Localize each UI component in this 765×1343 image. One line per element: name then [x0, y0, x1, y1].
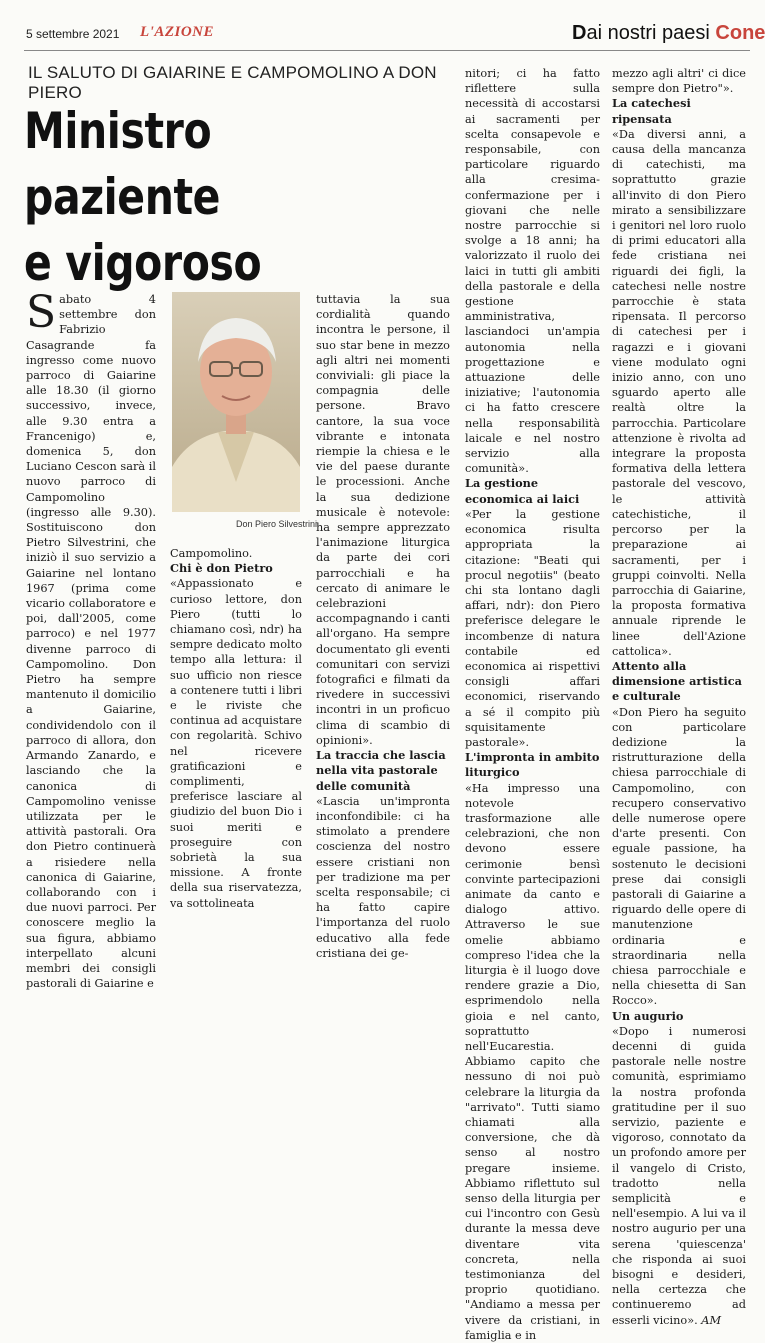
section-title-initial: D: [572, 22, 587, 44]
column-5-paragraph-1: mezzo agli altri' ci dice sempre don Pietro"».: [612, 67, 746, 96]
subheading-dimensione-artistica: Attento alla dimensione artistica e culturale: [612, 658, 742, 704]
column-5-paragraph-4-text: «Dopo i numerosi decenni di guida pastorale nelle nostre comunità, esprimiamo la nostra profonda gratitudine per il suo servizio, paziente e vigoroso, connotato da un profondo amore per il vangelo di Cristo, tradotto nella semplicità e nell'esempio. A lui va il nostro augurio per una serena 'quiescenza' che risponda ai suoi bisogni e desideri, nella certezza che continueremo ad esserli vicino».: [612, 1024, 746, 1327]
subheading-catechesi: La catechesi ripensata: [612, 96, 691, 126]
article-column-2: [170, 546, 302, 911]
photo-caption: Don Piero Silvestrini: [236, 519, 318, 529]
column-2-paragraph-2: «Appassionato e curioso lettore, don Piero (tutti lo chiamano così, ndr) ha sempre dedicato molto tempo alla lettura: il suo ufficio non riesce a contenere tutti i libri e le riviste che continua ad acquistare con regolarità. Schivo nel ricevere gratificazioni e complimenti, preferisce lasciare al giudizio del buon Dio i suoi meriti e proseguire con sobrietà la sua missione. A fronte della sua riservatezza, va sottolineata: [170, 577, 302, 910]
subheading-traccia-vita-pastorale: La traccia che lascia nella vita pastorale delle comunità: [316, 748, 446, 793]
newspaper-logo: L'AZIONE: [140, 24, 215, 40]
issue-date: 5 settembre 2021: [26, 27, 120, 41]
article-title: [24, 98, 385, 296]
column-5-paragraph-3: «Don Piero ha seguito con particolare dedizione la ristrutturazione della chiesa parrocchiale di Campomolino, con recupero conservativo delle numerose opere d'arte presenti. Con eguale passione, ha sostenuto le decisioni prese dai consigli pastorali di Gaiarine a riguardo delle opere di manutenzione ordinaria e straordinaria nella chiesa parrocchiale e nella chiesetta di San Rocco».: [612, 705, 746, 1008]
column-3-paragraph-1: tuttavia la sua cordialità quando incontra le persone, il suo star bene in mezzo agli altri nei momenti conviviali: gli piace la compagnia delle persone. Bravo cantore, la sua voce vibrante e intonata riempie la chiesa e le vie del paese durante le processioni. Anche la sua dedizione musicale è notevole: ha sempre apprezzato l'animazione liturgica da parte dei cori parrocchiali e ha cercato di animare le celebrazioni accompagnando i canti all'organo. Ha sempre documentato gli eventi comunitari con servizi fotografici e filmati da rivedere in successivi incontri in un proficuo clima di scambio di opinioni».: [316, 293, 450, 747]
article-kicker: IL SALUTO DI GAIARINE E CAMPOMOLINO A DON PIERO: [28, 63, 437, 102]
article-column-3: [316, 292, 450, 961]
column-5-paragraph-2: «Da diversi anni, a causa della mancanza di catechisti, ma soprattutto grazie all'invito di don Piero mirato a sensibilizzare i genitori nel loro ruolo di primi educatori alla fede cristiana nei riguardi dei figli, la catechesi nelle nostre parrocchie è stata ripensata. Il percorso di catechesi per i ragazzi e i giovani viene modulato ogni inizio anno, con uno sguardo aperto alle realtà oltre la parrocchia. Particolare attenzione è rivolta ad integrare la proposta formativa della lettera pastorale del vescovo, le attività catechistiche, il percorso per la preparazione ai sacramenti, per i gruppi coinvolti. Nella parrocchia di Gaiarine, la proposta formativa annuale riprende le linee dell'Azione cattolica».: [612, 127, 746, 658]
article-column-4: [465, 66, 600, 1343]
column-5-paragraph-4: [612, 1024, 746, 1328]
article-column-5: [612, 66, 746, 1328]
section-title: [572, 22, 765, 45]
header-divider: [24, 50, 750, 51]
column-4-paragraph-2: «Per la gestione economica risulta appropriata la citazione: "Beati qui procul negotiis" (beato chi sta lontano dagli affari, ndr): don Piero preferisce delegare le incombenze di natura contabile ed economica ai rispettivi consigli affari economici, riservando a sé il compito più squisitamente pastorale».: [465, 507, 600, 749]
subheading-gestione-economica: La gestione economica ai laici: [465, 476, 580, 506]
column-3-paragraph-2: «Lascia un'impronta inconfondibile: ci ha stimolato a prendere coscienza del nostro essere cristiani non per tradizione ma per scelta responsabile; ci ha fatto capire l'importanza del ruolo educativo alla fede cristiana dei ge-: [316, 794, 450, 960]
column-4-paragraph-3: «Ha impresso una notevole trasformazione alle celebrazioni, che non devono essere cerimonie bensì convinte partecipazioni animate da canto e dialogo attivo. Attraverso le sue omelie abbiamo compreso l'idea che la liturgia è il luogo dove rendere grazie a Dio, esprimendolo nella gioia e nel canto, soprattutto nell'Eucarestia. Abbiamo capito che nessuno di noi può celebrare la liturgia da "arrivato". Tutti siamo chiamati alla conversione, che dà senso al nostro pregare insieme. Abbiamo riflettuto sul senso della liturgia per cui l'incontro con Gesù durante la messa deve diventare vita concreta, nella testimonianza del proprio quotidiano. "Andiamo a messa per vivere da cristiani, in famiglia e in: [465, 781, 600, 1342]
subheading-chi-e-don-pietro: Chi è don Pietro: [170, 561, 273, 576]
subheading-augurio: Un augurio: [612, 1008, 684, 1023]
section-title-cut: Cone: [715, 22, 765, 44]
article-column-1: [26, 287, 156, 991]
portrait-photo: [172, 292, 300, 512]
column-2-paragraph-1: Campomolino.: [170, 547, 253, 560]
title-line-1: Ministro paziente: [24, 102, 221, 226]
title-line-2: e vigoroso: [24, 234, 262, 292]
drop-cap: S: [26, 287, 57, 338]
author-signature: AM: [701, 1313, 722, 1327]
portrait-illustration: [172, 292, 300, 512]
section-title-rest: ai nostri paesi: [586, 22, 710, 44]
subheading-impronta-liturgica: L'impronta in ambito liturgico: [465, 750, 600, 780]
column-1-text: abato 4 settembre don Fabrizio Casagrande fa ingresso come nuovo parroco di Gaiarine alle 18.30 (il giorno successivo, invece, alle 9.30 entra a Francenigo) e, domenica 5, don Luciano Cescon sarà il nuovo parroco di Campomolino (ingresso alle 9.30). Sostituiscono don Pietro Silvestrini, che iniziò il suo servizio a Gaiarine nel lontano 1967 (prima come vicario collaboratore e poi, dall'2005, come parroco) e nel 1977 divenne parroco di Campomolino. Don Pietro ha sempre mantenuto il domicilio a Gaiarine, condividendolo con il parroco di allora, don Armando Zanardo, e lasciando che la canonica di Campomolino venisse utilizzata per le attività pastorali. Ora don Pietro continuerà a risiedere nella canonica di Gaiarine, collaborando con i due nuovi parroci. Per conoscere meglio la sua figura, abbiamo interpellato alcuni membri dei consigli pastorali di Gaiarine e: [26, 293, 156, 991]
column-4-paragraph-1: nitori; ci ha fatto riflettere sulla necessità di accostarsi ai sacramenti per scelta consapevole e responsabile, con particolare riguardo alla cresima-confermazione per i giovani che nelle nostre parrocchie si svolge a 18 anni; ha valorizzato il ruolo dei laici in tutti gli ambiti della pastorale e della gestione amministrativa, lasciandoci un'ampia autonomia nella progettazione e attuazione delle iniziative; l'autonomia ci ha fatto crescere nella responsabilità laicale e nel nostro servizio alla comunità».: [465, 67, 600, 476]
